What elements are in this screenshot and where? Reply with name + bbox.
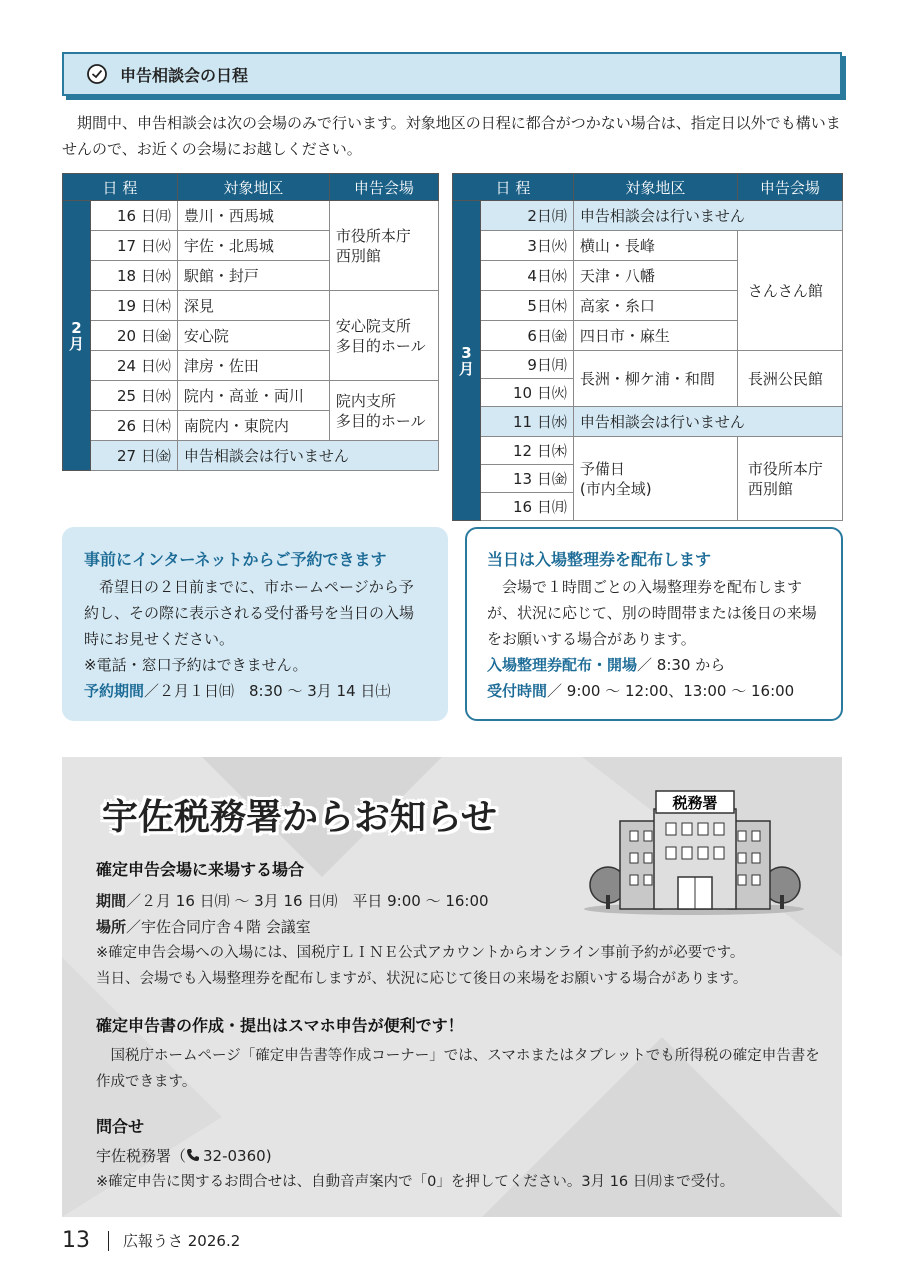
table-cell-date: 19 日㈭ (91, 291, 178, 321)
table-cell-date: 25 日㈬ (91, 381, 178, 411)
period-value: ／２月１日㈰ 8:30 ～ 3月 14 日㈯ (144, 682, 391, 700)
internet-box-note: ※電話・窓口予約はできません。 (84, 656, 308, 674)
mar-schedule-table (452, 173, 843, 521)
table-cell-area: 宇佐・北馬城 (177, 231, 329, 261)
section-title: 申告相談会の日程 (120, 65, 249, 85)
tax-period-value: ／２月 16 日㈪ ～ 3月 16 日㈪ 平日 9:00 ～ 16:00 (126, 892, 489, 910)
recv-value: ／ 9:00 ～ 12:00、13:00 ～ 16:00 (547, 682, 795, 700)
table-cell-date: 24 日㈫ (91, 351, 178, 381)
table-cell-date: 16 日㈪ (91, 201, 178, 231)
contact-phone: 32-0360) (203, 1147, 272, 1165)
table-cell-date: 9日㈪ (481, 351, 574, 379)
col-venue: 申告会場 (737, 174, 842, 201)
table-cell-venue: 市役所本庁 西別館 (329, 201, 438, 291)
dist-label: 入場整理券配布・開場 (487, 656, 638, 674)
table-cell-date: 18 日㈬ (91, 261, 178, 291)
smartphone-heading: 確定申告書の作成・提出はスマホ申告が便利です！ (96, 1016, 464, 1035)
table-cell-area: 津房・佐田 (177, 351, 329, 381)
internet-box-title: 事前にインターネットからご予約できます (84, 550, 387, 569)
tax-place-value: ／宇佐合同庁舎４階 会議室 (126, 918, 311, 936)
table-cell-area: 高家・糸口 (573, 291, 737, 321)
col-date: 日 程 (63, 174, 178, 201)
building-sign: 税務署 (672, 794, 718, 812)
footer-divider (108, 1231, 109, 1251)
table-cell-area: 南院内・東院内 (177, 411, 329, 441)
clock-icon (86, 63, 108, 85)
table-cell-date: 10 日㈫ (481, 379, 574, 407)
col-venue: 申告会場 (329, 174, 438, 201)
ticket-box-title: 当日は入場整理券を配布します (487, 550, 712, 569)
feb-schedule-table (62, 173, 439, 471)
period-label: 予約期間 (84, 682, 145, 700)
table-cell-area: 申告相談会は行いません (573, 407, 842, 437)
table-cell-date: 2日㈪ (481, 201, 574, 231)
table-cell-date: 4日㈬ (481, 261, 574, 291)
ticket-box (465, 527, 843, 721)
table-cell-date: 16 日㈪ (481, 493, 574, 521)
table-cell-area: 申告相談会は行いません (573, 201, 842, 231)
table-cell-date: 20 日㈮ (91, 321, 178, 351)
table-cell-area: 院内・高並・両川 (177, 381, 329, 411)
footer (62, 1228, 240, 1253)
contact-note: ※確定申告に関するお問合せは、自動音声案内で「0」を押してください。3月 16 日㈪まで受付。 (96, 1174, 735, 1190)
ticket-box-text: 会場で１時間ごとの入場整理券を配布しますが、状況に応じて、別の時間帯または後日の来場をお願いする場合があります。 (487, 578, 817, 648)
smartphone-text: 国税庁ホームページ「確定申告書等作成コーナー」では、スマホまたはタブレットでも所得税の確定申告書を作成できます。 (96, 1048, 820, 1090)
section-header (62, 52, 842, 96)
table-cell-area: 申告相談会は行いません (177, 441, 438, 471)
page-number: 13 (62, 1228, 90, 1253)
dist-value: ／ 8:30 から (637, 656, 726, 674)
table-cell-date: 3日㈫ (481, 231, 574, 261)
table-cell-date: 5日㈭ (481, 291, 574, 321)
table-cell-area: 四日市・麻生 (573, 321, 737, 351)
publication-name: 広報うさ 2026.2 (123, 1232, 241, 1250)
table-cell-venue: 長洲公民館 (737, 351, 842, 407)
tax-note1: ※確定申告会場への入場には、国税庁ＬＩＮＥ公式アカウントからオンライン事前予約が必要です。 (96, 945, 745, 961)
table-cell-area: 長洲・柳ケ浦・和間 (573, 351, 737, 407)
tax-office-building-illustration (582, 787, 807, 917)
table-cell-date: 11 日㈬ (481, 407, 574, 437)
table-cell-area: 安心院 (177, 321, 329, 351)
contact-heading: 問合せ (96, 1117, 145, 1136)
table-cell-venue: 安心院支所 多目的ホール (329, 291, 438, 381)
mar-month: 3月 (453, 201, 481, 521)
tax-office-title: 宇佐税務署からお知らせ (102, 797, 497, 838)
tax-place-label: 場所 (96, 918, 127, 936)
table-cell-area: 駅館・封戸 (177, 261, 329, 291)
internet-box-text: 希望日の２日前までに、市ホームページから予約し、その際に表示される受付番号を当日の入場時にお見せください。 (84, 578, 415, 648)
table-cell-date: 26 日㈭ (91, 411, 178, 441)
contact-name: 宇佐税務署（ (96, 1147, 187, 1165)
col-area: 対象地区 (573, 174, 737, 201)
recv-label: 受付時間 (487, 682, 548, 700)
table-cell-venue: 市役所本庁 西別館 (737, 437, 842, 521)
table-cell-venue: さんさん館 (737, 231, 842, 351)
table-cell-date: 13 日㈮ (481, 465, 574, 493)
table-cell-area: 豊川・西馬城 (177, 201, 329, 231)
internet-reservation-box (62, 527, 448, 721)
tax-period-label: 期間 (96, 892, 127, 910)
intro-text: 期間中、申告相談会は次の会場のみで行います。対象地区の日程に都合がつかない場合は、指定日以外でも構いませんので、お近くの会場にお越しください。 (62, 114, 841, 158)
table-cell-date: 17 日㈫ (91, 231, 178, 261)
table-cell-area: 深見 (177, 291, 329, 321)
table-cell-area: 横山・長峰 (573, 231, 737, 261)
tax-note2: 当日、会場でも入場整理券を配布しますが、状況に応じて後日の来場をお願いする場合があります。 (96, 971, 748, 987)
phone-icon (186, 1148, 200, 1162)
table-cell-venue: 院内支所 多目的ホール (329, 381, 438, 441)
tax-office-section (62, 757, 842, 1217)
col-area: 対象地区 (177, 174, 329, 201)
table-cell-area: 予備日 (市内全域) (573, 437, 737, 521)
table-cell-area: 天津・八幡 (573, 261, 737, 291)
table-cell-date: 12 日㈭ (481, 437, 574, 465)
feb-month: 2月 (63, 201, 91, 471)
visit-heading: 確定申告会場に来場する場合 (96, 860, 305, 879)
table-cell-date: 27 日㈮ (91, 441, 178, 471)
table-cell-date: 6日㈮ (481, 321, 574, 351)
col-date: 日 程 (453, 174, 574, 201)
